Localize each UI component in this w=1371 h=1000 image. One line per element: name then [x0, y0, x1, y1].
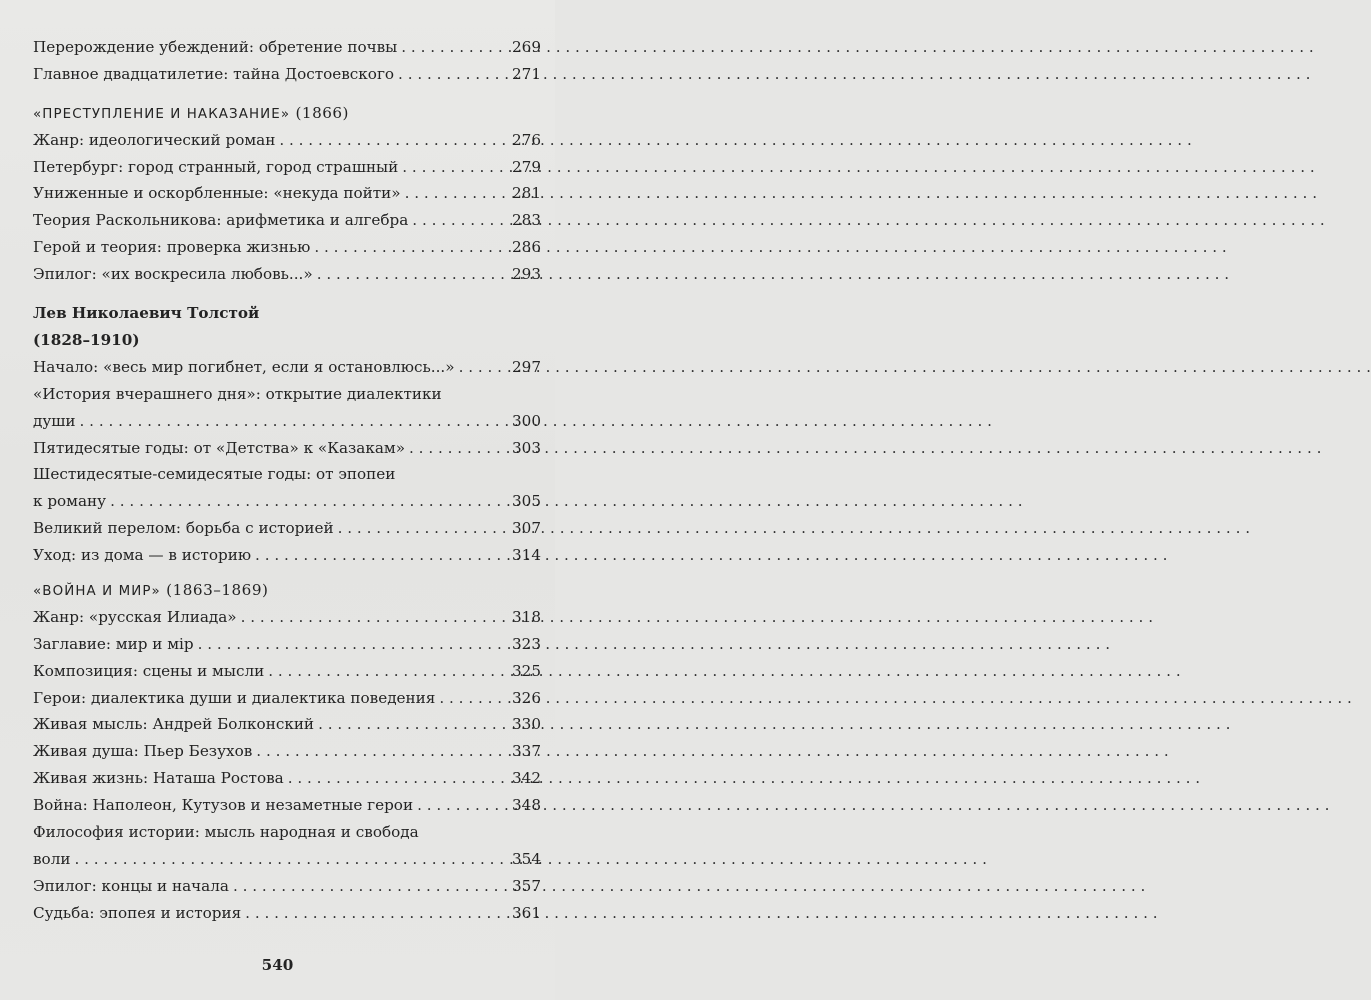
toc-entry-label: Эпилог: концы и начала	[33, 876, 229, 895]
toc-entry-label: Жанр: идеологический роман	[33, 130, 276, 149]
toc-entry	[33, 658, 541, 685]
toc-entry-page: 354	[512, 849, 541, 868]
toc-entry	[33, 354, 541, 381]
toc-entry	[33, 154, 541, 181]
toc-entry-label: Война: Наполеон, Кутузов и незаметные герои	[33, 796, 414, 815]
toc-entry-page: 337	[512, 742, 541, 761]
dot-leader	[412, 207, 510, 234]
toc-entry-label: Униженные и оскорбленные: «некуда пойти»	[33, 184, 401, 203]
toc-entry-page: 300	[512, 411, 541, 430]
toc-entry-label: Композиция: сцены и мысли	[33, 661, 265, 680]
toc-entry-multiline	[33, 381, 541, 435]
section-year: (1863–1869)	[166, 580, 269, 599]
dot-leader	[402, 154, 510, 181]
toc-entry-page: 342	[512, 769, 541, 788]
toc-entry-page: 314	[512, 546, 541, 565]
toc-entry-label: Петербург: город странный, город страшный	[33, 157, 399, 176]
dot-leader	[314, 234, 510, 261]
dot-leader	[80, 408, 510, 435]
toc-entry-label-line2: к роману	[33, 492, 107, 511]
toc-entry-label-line1: «История вчерашнего дня»: открытие диалектики	[33, 384, 442, 403]
toc-entry	[33, 873, 541, 900]
dot-leader	[256, 738, 510, 765]
dot-leader	[318, 711, 510, 738]
toc-entry	[33, 234, 541, 261]
toc-entry-page: 330	[512, 715, 541, 734]
section-title: «ВОЙНА И МИР»	[33, 583, 161, 599]
toc-entry-label: Эпилог: «их воскресила любовь...»	[33, 265, 313, 284]
toc-entry	[33, 631, 541, 658]
toc-entry-page: 283	[512, 211, 541, 230]
dot-leader	[401, 34, 510, 61]
toc-entry-page: 276	[512, 130, 541, 149]
toc-entry-label: Главное двадцатилетие: тайна Достоевского	[33, 64, 395, 83]
dot-leader	[398, 61, 510, 88]
toc-entry-page: 297	[512, 357, 541, 376]
toc-entry-label: Начало: «весь мир погибнет, если я остановлюсь...»	[33, 357, 455, 376]
dot-leader	[74, 846, 510, 873]
toc-entry-label: Живая душа: Пьер Безухов	[33, 742, 253, 761]
toc-entry-line2	[33, 846, 541, 873]
toc-entry	[33, 261, 541, 288]
toc-entry-line2	[33, 488, 541, 515]
toc-entry-page: 325	[512, 661, 541, 680]
toc-entry-label: Живая мысль: Андрей Болконский	[33, 715, 315, 734]
table-of-contents	[33, 34, 541, 927]
toc-entry-page: 318	[512, 607, 541, 626]
section-title: «ПРЕСТУПЛЕНИЕ И НАКАЗАНИЕ»	[33, 106, 291, 122]
toc-entry	[33, 180, 541, 207]
section-heading-crime	[33, 100, 541, 127]
toc-entry-label: Перерождение убеждений: обретение почвы	[33, 38, 398, 56]
toc-entry	[33, 515, 541, 542]
toc-entry	[33, 542, 541, 569]
toc-entry-page: 305	[512, 492, 541, 511]
toc-entry-label: Герои: диалектика души и диалектика поведения	[33, 688, 436, 707]
toc-entry-page: 286	[512, 238, 541, 257]
dot-leader	[198, 631, 510, 658]
author-heading	[33, 300, 541, 354]
dot-leader	[317, 261, 510, 288]
toc-entry-page: 326	[512, 688, 541, 707]
toc-entry-label: Заглавие: мир и мір	[33, 634, 194, 653]
dot-leader	[417, 792, 510, 819]
toc-entry-page: 269	[512, 38, 541, 56]
toc-entry	[33, 900, 541, 927]
toc-entry-page: 357	[512, 876, 541, 895]
dot-leader	[338, 515, 510, 542]
toc-entry-label: Пятидесятые годы: от «Детства» к «Казакам»	[33, 438, 406, 457]
toc-entry-page: 279	[512, 157, 541, 176]
dot-leader	[245, 900, 510, 927]
toc-entry-label: Жанр: «русская Илиада»	[33, 607, 237, 626]
dot-leader	[405, 180, 510, 207]
dot-leader	[233, 873, 510, 900]
dot-leader	[241, 604, 510, 631]
toc-entry-label-line1: Шестидесятые-семидесятые годы: от эпопеи	[33, 465, 396, 484]
toc-entry	[33, 127, 541, 154]
toc-entry	[33, 711, 541, 738]
dot-leader	[409, 435, 510, 462]
toc-entry-line2	[33, 408, 541, 435]
toc-entry-page: 271	[512, 64, 541, 83]
toc-entry-label: Судьба: эпопея и история	[33, 903, 242, 922]
toc-entry	[33, 738, 541, 765]
page-number: 540	[261, 956, 294, 974]
toc-entry	[33, 604, 541, 631]
toc-entry	[33, 34, 541, 61]
book-page	[0, 0, 555, 1000]
toc-entry-label-line1: Философия истории: мысль народная и свобода	[33, 823, 419, 841]
toc-entry-multiline	[33, 819, 541, 873]
dot-leader	[459, 354, 510, 381]
toc-entry	[33, 207, 541, 234]
toc-entry-page: 303	[512, 438, 541, 457]
toc-entry-label: Великий перелом: борьба с историей	[33, 519, 334, 538]
section-year: (1866)	[295, 103, 349, 122]
toc-entry-label-line2: души	[33, 411, 76, 430]
toc-entry-label: Герой и теория: проверка жизнью	[33, 238, 311, 257]
toc-entry	[33, 765, 541, 792]
toc-entry	[33, 61, 541, 88]
toc-entry	[33, 435, 541, 462]
toc-entry-page: 293	[512, 265, 541, 284]
toc-entry-page: 361	[512, 903, 541, 922]
toc-entry	[33, 792, 541, 819]
author-name: Лев Николаевич Толстой	[33, 304, 260, 323]
dot-leader	[255, 542, 510, 569]
author-years: (1828–1910)	[33, 330, 140, 349]
toc-entry-label: Уход: из дома — в историю	[33, 546, 252, 565]
toc-entry-page: 307	[512, 519, 541, 538]
section-heading-war	[33, 577, 541, 604]
toc-entry-label: Теория Раскольникова: арифметика и алгебра	[33, 211, 409, 230]
dot-leader	[110, 488, 510, 515]
toc-entry-page: 323	[512, 634, 541, 653]
dot-leader	[439, 685, 510, 712]
toc-entry	[33, 685, 541, 712]
dot-leader	[279, 127, 510, 154]
toc-entry-label-line2: воли	[33, 849, 71, 868]
dot-leader	[288, 765, 510, 792]
dot-leader	[268, 658, 510, 685]
toc-entry-multiline	[33, 461, 541, 515]
toc-entry-label: Живая жизнь: Наташа Ростова	[33, 769, 284, 788]
toc-entry-page: 348	[512, 796, 541, 815]
toc-entry-page: 281	[512, 184, 541, 203]
